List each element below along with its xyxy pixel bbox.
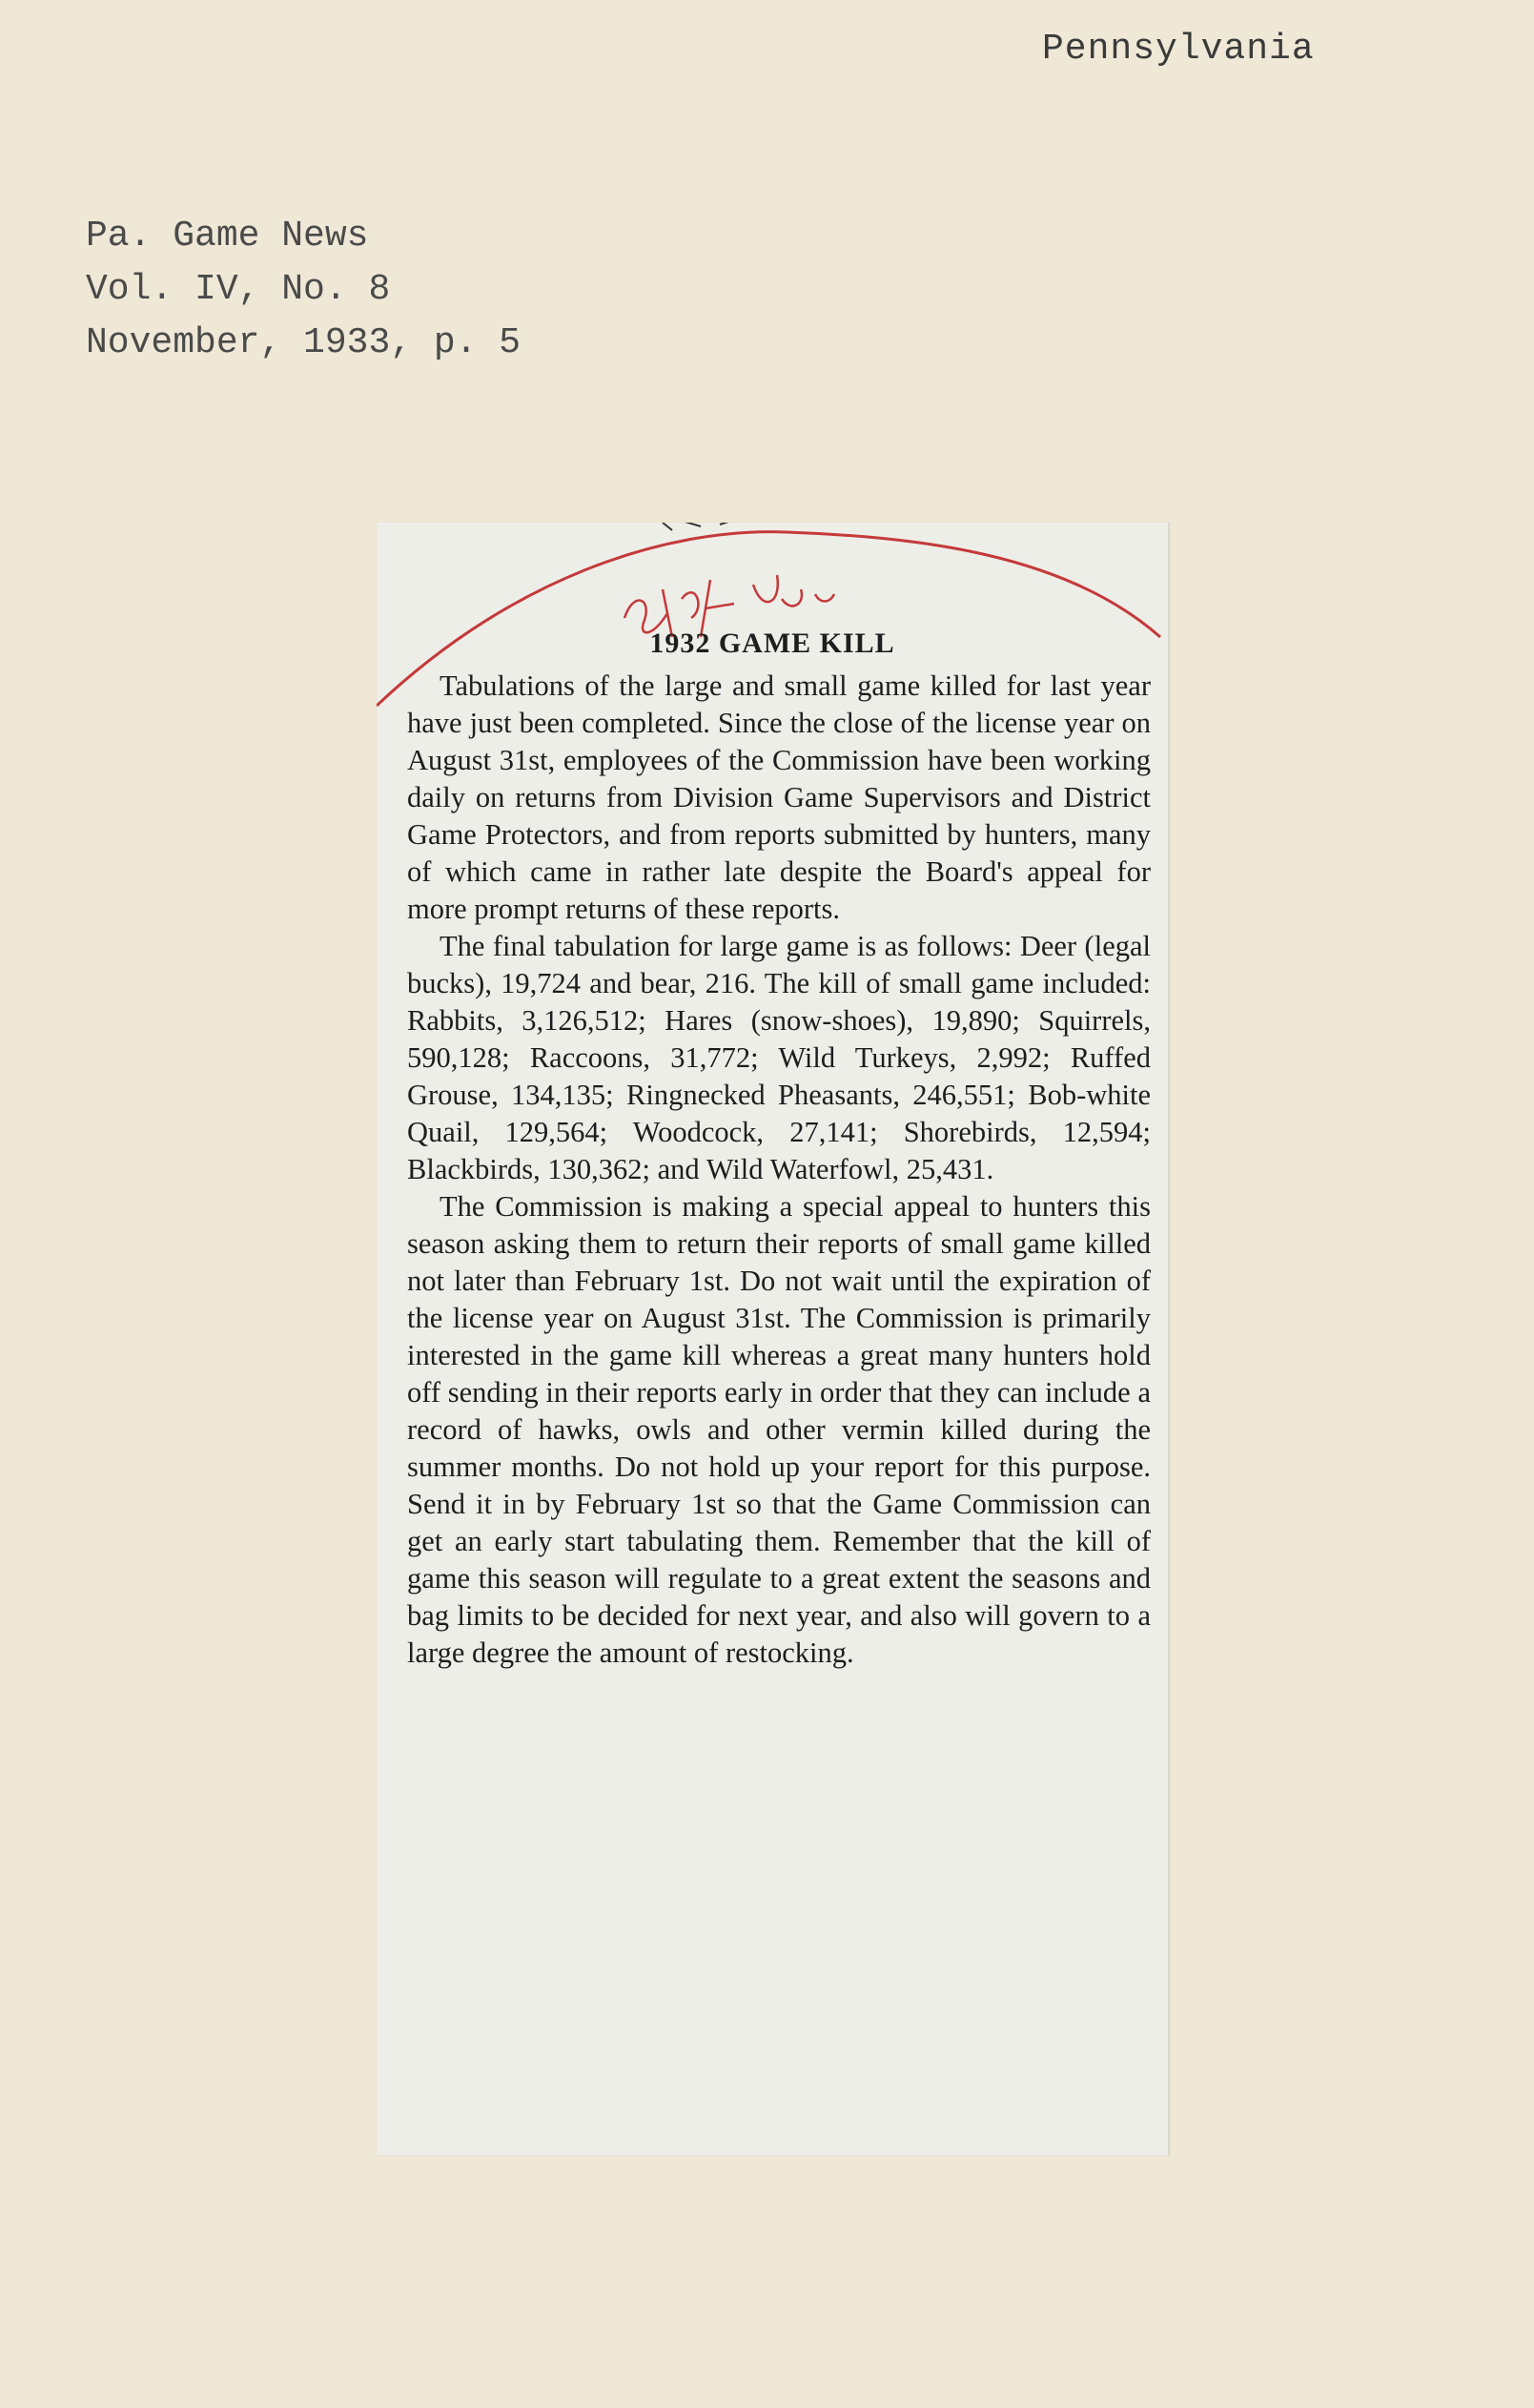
state-label: Pennsylvania	[1042, 29, 1315, 70]
article-paragraph: The Commission is making a special appeal to hunters this season asking them to return their reports of small game killed not later than February 1st. Do not wait until the expiration of the license year on August 31st. The Commission is primarily interested in the game kill whereas a great many hunters hold off sending in their reports early in order that they can include a record of hawks, owls and other vermin killed during the summer months. Do not hold up your report for this purpose. Send it in by February 1st so that the Game Commission can get an early start tabulating them. Remember that the kill of game this season will regulate to a great extent the seasons and bag limits to be decided for next year, and also will govern to a large degree the amount of restocking.	[407, 1190, 1151, 1669]
citation-block	[86, 210, 521, 370]
citation-date-page: November, 1933, p. 5	[86, 322, 522, 363]
citation-volume: Vol. IV, No. 8	[86, 269, 391, 310]
article-body	[407, 668, 1151, 1672]
newspaper-clipping	[377, 523, 1170, 2155]
article-title: 1932 GAME KILL	[649, 628, 895, 659]
article-paragraph: Tabulations of the large and small game killed for last year have just been completed. Since the close of the license year on August 31st, employees of the Commission have been working daily on returns from Division Game Supervisors and District Game Protectors, and from reports submitted by hunters, many of which came in rather late despite the Board's appeal for more prompt returns of these reports.	[407, 669, 1151, 925]
article-paragraph: The final tabulation for large game is as follows: Deer (legal bucks), 19,724 and bear, 216. The kill of small game included: Rabbits, 3,126,512; Hares (snow-shoes), 19,890; Squirrels, 590,128; Raccoons, 31,772; Wild Turkeys, 2,992; Ruffed Grouse, 134,135; Ringnecked Pheasants, 246,551; Bob-white Quail, 129,564; Woodcock, 27,141; Shorebirds, 12,594; Blackbirds, 130,362; and Wild Waterfowl, 25,431.	[407, 930, 1151, 1185]
citation-publication: Pa. Game News	[86, 216, 369, 257]
